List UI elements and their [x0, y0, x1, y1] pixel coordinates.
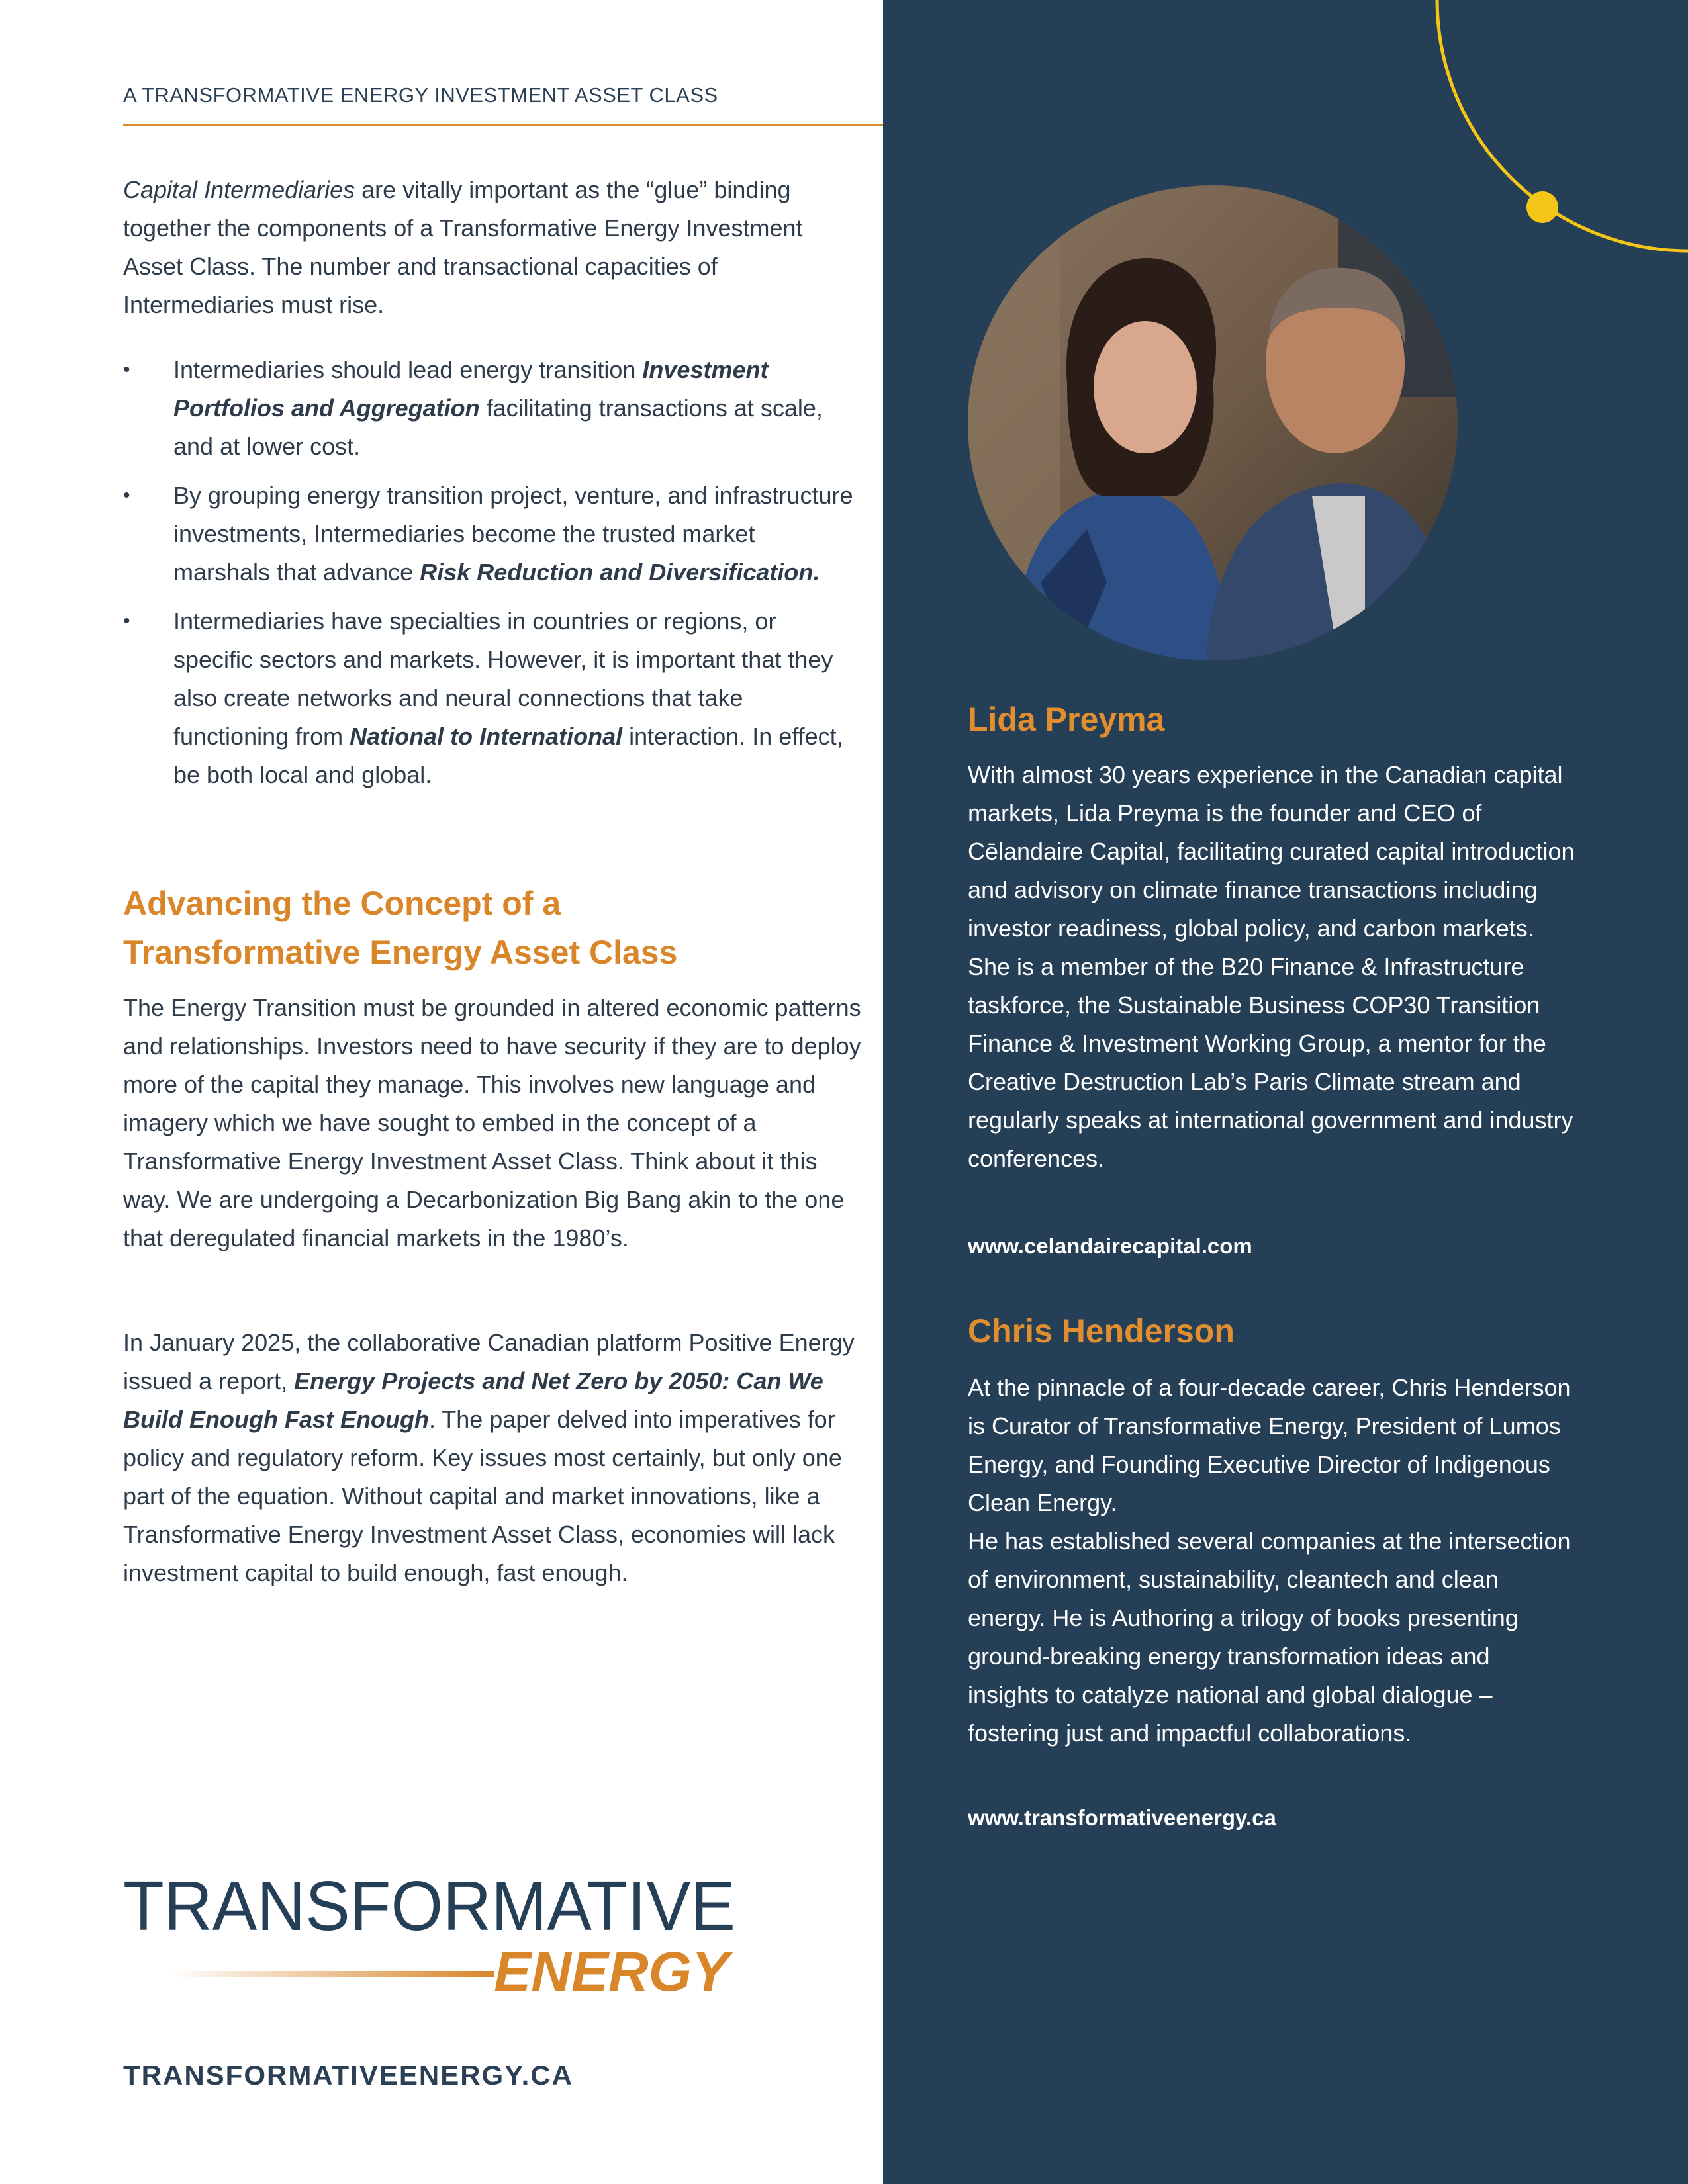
bullet-text: Intermediaries have specialties in countries or regions, or specific sectors and markets. However, it is important that they also create networks and neural connections that take functioning from: [173, 608, 833, 750]
profile-url[interactable]: www.celandairecapital.com: [968, 1234, 1252, 1258]
orbit-ring: [1437, 0, 1688, 251]
bullet-item: [123, 351, 858, 466]
bullet-text: Intermediaries should lead energy transition: [173, 356, 643, 383]
logo-word-energy: ENERGY: [494, 1940, 729, 2003]
paragraph-text: . The paper delved into imperatives for policy and regulatory reform. Key issues most certainly, but only one part of the equation. Without capital and market innovations, like a Transformative Energy Investment Asset Class, economies will lack investment capital to build enough, fast enough.: [123, 1406, 842, 1586]
bullet-emphasis: National to International: [350, 723, 623, 750]
profile-bio: With almost 30 years experience in the Canadian capital markets, Lida Preyma is the founder and CEO of Cēlandaire Capital, facilitating curated capital introduction and advisory on climate finance transactions including investor readiness, global policy, and carbon markets. She is a member of the B20 Finance & Infrastructure taskforce, the Sustainable Business COP30 Transition Finance & Investment Working Group, a mentor for the Creative Destruction Lab’s Paris Climate stream and regularly speaks at international government and industry conferences.: [968, 761, 1575, 1172]
report-title: Energy Projects and Net Zero by 2050: Can We Build Enough Fast Enough: [123, 1367, 823, 1433]
section-heading-line: Transformative Energy Asset Class: [123, 934, 678, 971]
bullet-list: [123, 351, 858, 805]
profile-bio-paragraph: He has established several companies at the intersection of environment, sustainability, cleantech and clean energy. He is Authoring a trilogy of books presenting ground-breaking energy transformation ideas and insights to catalyze national and global dialogue – fostering just and impactful collaborations.: [968, 1527, 1571, 1747]
footer-url[interactable]: TRANSFORMATIVEENERGY.CA: [123, 2060, 573, 2091]
intro-paragraph: [123, 171, 858, 324]
bullet-item: [123, 602, 858, 794]
bullet-emphasis: Risk Reduction and Diversification.: [420, 559, 820, 586]
bullet-text: By grouping energy transition project, venture, and infrastructure investments, Intermediaries become the trusted market marshals that advance: [173, 482, 853, 586]
profile-name: Chris Henderson: [968, 1312, 1235, 1349]
profile-name: Lida Preyma: [968, 701, 1165, 738]
logo-word-transformative: TRANSFORMATIVE: [123, 1873, 735, 1945]
orbit-dot: [1526, 191, 1558, 223]
section-paragraph: [123, 1324, 865, 1592]
bullet-dot-icon: •: [123, 359, 130, 381]
bullet-text: interaction. In effect, be both local and global.: [173, 723, 843, 788]
paragraph-text: In January 2025, the collaborative Canadian platform Positive Energy issued a report,: [123, 1329, 855, 1394]
bullet-text: facilitating transactions at scale, and at lower cost.: [173, 394, 823, 460]
bullet-dot-icon: •: [123, 484, 130, 506]
bullet-item: [123, 477, 858, 592]
bullet-dot-icon: •: [123, 610, 130, 632]
intro-lead: Capital Intermediaries: [123, 176, 355, 203]
profile-bio-paragraph: At the pinnacle of a four-decade career, Chris Henderson is Curator of Transformative Energy, President of Lumos Energy, and Founding Executive Director of Indigenous Clean Energy.: [968, 1374, 1571, 1516]
header-rule: [123, 124, 883, 126]
bullet-emphasis: Investment Portfolios and Aggregation: [173, 356, 769, 422]
profile-url[interactable]: www.transformativeenergy.ca: [968, 1805, 1276, 1830]
transformative-energy-logo: [123, 1873, 745, 2005]
section-heading: [123, 879, 851, 977]
section-paragraph: The Energy Transition must be grounded in altered economic patterns and relationships. Investors need to have security if they are to deploy more of the capital they manage. This involves new language and imagery which we have sought to embed in the concept of a Transformative Energy Investment Asset Class. Think about it this way. We are undergoing a Decarbonization Big Bang akin to the one that deregulated financial markets in the 1980’s.: [123, 994, 861, 1251]
section-heading-line: Advancing the Concept of a: [123, 885, 561, 922]
profile-bio: [968, 1369, 1577, 1752]
portrait-photo: [968, 185, 1458, 660]
intro-text: are vitally important as the “glue” binding together the components of a Transformative Energy Investment Asset Class. The number and transactional capacities of Intermediaries must rise.: [123, 176, 803, 318]
logo-swoosh: [169, 1971, 494, 1977]
running-header: A TRANSFORMATIVE ENERGY INVESTMENT ASSET CLASS: [123, 83, 718, 107]
